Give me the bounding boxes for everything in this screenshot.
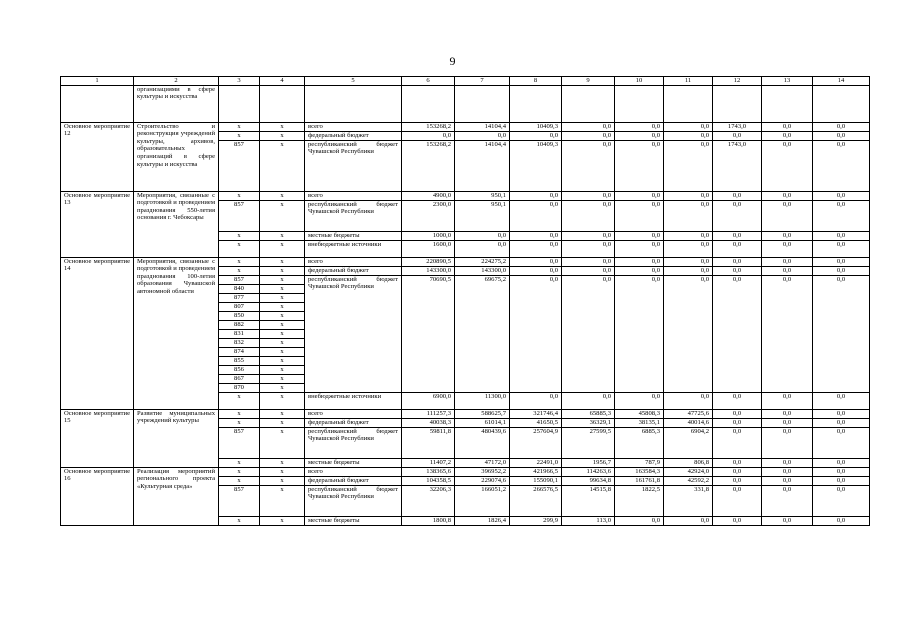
grbs-code: х [219, 392, 260, 409]
value-cell: 38135,1 [615, 418, 664, 427]
table-row [61, 191, 870, 200]
code-cell: х [260, 320, 305, 329]
value-cell: 229074,6 [455, 476, 510, 485]
event-label: Основное мероприятие 13 [61, 191, 134, 257]
value-cell: 0,0 [713, 200, 762, 231]
value-cell: 0,0 [562, 131, 615, 140]
value-cell: 1000,0 [402, 231, 455, 240]
value-cell: 0,0 [615, 131, 664, 140]
value-cell: 6904,2 [664, 427, 713, 458]
grbs-code: х [219, 418, 260, 427]
value-cell: 321746,4 [510, 409, 562, 418]
value-cell: 0,0 [762, 122, 813, 131]
value-cell: 4900,0 [402, 191, 455, 200]
value-cell: 11407,2 [402, 458, 455, 467]
value-cell: 0,0 [562, 266, 615, 275]
value-cell: 1956,7 [562, 458, 615, 467]
code-cell: х [260, 231, 305, 240]
funding-source: республиканский бюджет Чувашской Республики [305, 485, 402, 516]
column-number: 10 [615, 77, 664, 86]
grbs-code: х [219, 458, 260, 467]
value-cell: 0,0 [562, 231, 615, 240]
value-cell: 0,0 [813, 467, 870, 476]
value-cell: 0,0 [813, 485, 870, 516]
value-cell: 0,0 [562, 200, 615, 231]
value-cell: 1600,0 [402, 240, 455, 257]
value-cell: 0,0 [713, 257, 762, 266]
value-cell: 0,0 [713, 191, 762, 200]
value-cell: 2300,0 [402, 200, 455, 231]
grbs-code: 857 [219, 427, 260, 458]
grbs-code: 857 [219, 200, 260, 231]
value-cell: 0,0 [762, 240, 813, 257]
value-cell: 143300,0 [455, 266, 510, 275]
event-name: Мероприятия, связанные с подготовкой и проведением празднования 100-летия образования Чувашской автономной области [134, 257, 219, 409]
column-number: 2 [134, 77, 219, 86]
value-cell: 0,0 [713, 231, 762, 240]
value-cell: 0,0 [510, 131, 562, 140]
table-row [61, 122, 870, 131]
value-cell: 0,0 [664, 231, 713, 240]
code-cell: х [260, 257, 305, 266]
value-cell: 99634,8 [562, 476, 615, 485]
value-cell: 0,0 [510, 392, 562, 409]
value-cell: 1826,4 [455, 516, 510, 525]
funding-source: федеральный бюджет [305, 266, 402, 275]
value-cell: 104358,5 [402, 476, 455, 485]
value-cell: 0,0 [813, 191, 870, 200]
code-cell: х [260, 418, 305, 427]
value-cell: 0,0 [713, 131, 762, 140]
code-cell: х [260, 458, 305, 467]
code-cell: х [260, 302, 305, 311]
grbs-code: х [219, 476, 260, 485]
funding-source: республиканский бюджет Чувашской Республики [305, 140, 402, 191]
value-cell: 0,0 [813, 131, 870, 140]
value-cell: 163584,3 [615, 467, 664, 476]
code-cell: х [260, 485, 305, 516]
value-cell: 0,0 [813, 231, 870, 240]
empty-cell [615, 85, 664, 122]
grbs-code: 850 [219, 311, 260, 320]
grbs-code: х [219, 131, 260, 140]
value-cell: 0,0 [813, 200, 870, 231]
empty-cell [260, 85, 305, 122]
column-number: 1 [61, 77, 134, 86]
value-cell: 0,0 [713, 427, 762, 458]
value-cell: 0,0 [762, 392, 813, 409]
value-cell: 0,0 [762, 427, 813, 458]
empty-cell [402, 85, 455, 122]
empty-cell [562, 85, 615, 122]
value-cell: 257604,9 [510, 427, 562, 458]
code-cell: х [260, 200, 305, 231]
table-row [61, 467, 870, 476]
value-cell: 0,0 [813, 240, 870, 257]
value-cell: 0,0 [562, 191, 615, 200]
empty-cell [813, 85, 870, 122]
value-cell: 0,0 [813, 257, 870, 266]
value-cell: 0,0 [615, 275, 664, 392]
value-cell: 1800,8 [402, 516, 455, 525]
funding-source: всего [305, 122, 402, 131]
grbs-code: х [219, 409, 260, 418]
column-number: 9 [562, 77, 615, 86]
code-cell: х [260, 311, 305, 320]
column-number: 5 [305, 77, 402, 86]
value-cell: 480439,6 [455, 427, 510, 458]
grbs-code: 855 [219, 356, 260, 365]
value-cell: 0,0 [402, 131, 455, 140]
grbs-code: 870 [219, 383, 260, 392]
value-cell: 41650,5 [510, 418, 562, 427]
code-cell: х [260, 392, 305, 409]
grbs-code: 874 [219, 347, 260, 356]
column-number: 11 [664, 77, 713, 86]
code-cell: х [260, 284, 305, 293]
value-cell: 421966,5 [510, 467, 562, 476]
column-number: 7 [455, 77, 510, 86]
value-cell: 0,0 [762, 140, 813, 191]
value-cell: 299,9 [510, 516, 562, 525]
value-cell: 65885,3 [562, 409, 615, 418]
value-cell: 0,0 [615, 240, 664, 257]
column-number: 12 [713, 77, 762, 86]
grbs-code: 807 [219, 302, 260, 311]
value-cell: 0,0 [615, 140, 664, 191]
value-cell: 0,0 [762, 467, 813, 476]
value-cell: 11300,0 [455, 392, 510, 409]
value-cell: 0,0 [562, 240, 615, 257]
value-cell: 45808,3 [615, 409, 664, 418]
grbs-code: х [219, 240, 260, 257]
empty-cell [664, 85, 713, 122]
value-cell: 588625,7 [455, 409, 510, 418]
value-cell: 0,0 [813, 122, 870, 131]
value-cell: 0,0 [615, 231, 664, 240]
funding-source: внебюджетные источники [305, 240, 402, 257]
value-cell: 0,0 [664, 140, 713, 191]
code-cell: х [260, 383, 305, 392]
value-cell: 787,9 [615, 458, 664, 467]
grbs-code: 832 [219, 338, 260, 347]
code-cell: х [260, 329, 305, 338]
funding-source: всего [305, 191, 402, 200]
empty-cell [305, 85, 402, 122]
value-cell: 32206,3 [402, 485, 455, 516]
table-row [61, 409, 870, 418]
value-cell: 0,0 [762, 231, 813, 240]
value-cell: 224275,2 [455, 257, 510, 266]
event-label: Основное мероприятие 16 [61, 467, 134, 525]
budget-table [60, 76, 870, 526]
code-cell: х [260, 240, 305, 257]
value-cell: 14515,8 [562, 485, 615, 516]
value-cell: 0,0 [713, 240, 762, 257]
value-cell: 0,0 [762, 200, 813, 231]
grbs-code: 877 [219, 293, 260, 302]
value-cell: 42592,2 [664, 476, 713, 485]
value-cell: 0,0 [510, 240, 562, 257]
code-cell: х [260, 347, 305, 356]
value-cell: 0,0 [762, 257, 813, 266]
value-cell: 0,0 [455, 131, 510, 140]
value-cell: 806,8 [664, 458, 713, 467]
value-cell: 0,0 [713, 275, 762, 392]
funding-source: федеральный бюджет [305, 476, 402, 485]
grbs-code: х [219, 231, 260, 240]
value-cell: 0,0 [615, 516, 664, 525]
funding-source: всего [305, 467, 402, 476]
value-cell: 0,0 [713, 485, 762, 516]
value-cell: 0,0 [762, 476, 813, 485]
funding-source: местные бюджеты [305, 516, 402, 525]
value-cell: 950,1 [455, 200, 510, 231]
funding-source: федеральный бюджет [305, 418, 402, 427]
value-cell: 0,0 [562, 257, 615, 266]
code-cell: х [260, 293, 305, 302]
value-cell: 0,0 [510, 266, 562, 275]
value-cell: 331,8 [664, 485, 713, 516]
value-cell: 0,0 [562, 122, 615, 131]
column-number: 13 [762, 77, 813, 86]
value-cell: 40038,3 [402, 418, 455, 427]
value-cell: 220890,5 [402, 257, 455, 266]
grbs-code: 857 [219, 275, 260, 284]
funding-source: всего [305, 257, 402, 266]
value-cell: 0,0 [762, 409, 813, 418]
funding-source: федеральный бюджет [305, 131, 402, 140]
value-cell: 0,0 [664, 131, 713, 140]
grbs-code: 867 [219, 374, 260, 383]
event-name: Строительство и реконструкция учреждений культуры, архивов, образовательных организаций в сфере культуры и искусства [134, 122, 219, 191]
value-cell: 42924,0 [664, 467, 713, 476]
value-cell: 0,0 [562, 392, 615, 409]
value-cell: 10409,3 [510, 140, 562, 191]
code-cell: х [260, 338, 305, 347]
value-cell: 27599,5 [562, 427, 615, 458]
funding-source: местные бюджеты [305, 458, 402, 467]
value-cell: 138365,6 [402, 467, 455, 476]
value-cell: 0,0 [510, 257, 562, 266]
grbs-code: х [219, 257, 260, 266]
value-cell: 0,0 [664, 200, 713, 231]
grbs-code: 857 [219, 485, 260, 516]
value-cell: 396952,2 [455, 467, 510, 476]
column-number: 4 [260, 77, 305, 86]
code-cell: х [260, 365, 305, 374]
value-cell: 10409,3 [510, 122, 562, 131]
value-cell: 14104,4 [455, 140, 510, 191]
code-cell: х [260, 140, 305, 191]
value-cell: 0,0 [664, 122, 713, 131]
value-cell: 0,0 [762, 485, 813, 516]
grbs-code: 882 [219, 320, 260, 329]
value-cell: 0,0 [615, 257, 664, 266]
value-cell: 153268,2 [402, 122, 455, 131]
value-cell: 153268,2 [402, 140, 455, 191]
header-row [61, 77, 870, 86]
value-cell: 0,0 [762, 191, 813, 200]
event-name: Развитие муниципальных учреждений культуры [134, 409, 219, 467]
empty-cell [219, 85, 260, 122]
value-cell: 155090,1 [510, 476, 562, 485]
value-cell: 0,0 [713, 392, 762, 409]
value-cell: 47172,0 [455, 458, 510, 467]
funding-source: всего [305, 409, 402, 418]
value-cell: 36329,1 [562, 418, 615, 427]
value-cell: 59811,8 [402, 427, 455, 458]
value-cell: 0,0 [455, 231, 510, 240]
event-label: Основное мероприятие 14 [61, 257, 134, 409]
value-cell: 113,0 [562, 516, 615, 525]
value-cell: 0,0 [813, 392, 870, 409]
value-cell: 0,0 [713, 467, 762, 476]
code-cell: х [260, 275, 305, 284]
code-cell: х [260, 409, 305, 418]
value-cell: 166051,2 [455, 485, 510, 516]
code-cell: х [260, 374, 305, 383]
code-cell: х [260, 131, 305, 140]
column-number: 3 [219, 77, 260, 86]
code-cell: х [260, 191, 305, 200]
empty-cell [455, 85, 510, 122]
grbs-code: х [219, 191, 260, 200]
value-cell: 0,0 [762, 458, 813, 467]
value-cell: 0,0 [664, 240, 713, 257]
value-cell: 950,1 [455, 191, 510, 200]
value-cell: 0,0 [813, 275, 870, 392]
event-name: Реализация мероприятий регионального проекта «Культурная среда» [134, 467, 219, 525]
value-cell: 143300,0 [402, 266, 455, 275]
value-cell: 0,0 [562, 140, 615, 191]
value-cell: 0,0 [813, 458, 870, 467]
page-number: 9 [449, 54, 456, 68]
value-cell: 0,0 [713, 516, 762, 525]
code-cell: х [260, 516, 305, 525]
value-cell: 0,0 [510, 191, 562, 200]
column-number: 6 [402, 77, 455, 86]
value-cell: 0,0 [713, 476, 762, 485]
value-cell: 0,0 [762, 516, 813, 525]
value-cell: 0,0 [615, 392, 664, 409]
value-cell: 1743,0 [713, 122, 762, 131]
empty-cell [510, 85, 562, 122]
value-cell: 0,0 [664, 257, 713, 266]
value-cell: 0,0 [615, 122, 664, 131]
continuation-row [61, 85, 870, 122]
value-cell: 0,0 [813, 476, 870, 485]
code-cell: х [260, 467, 305, 476]
value-cell: 0,0 [455, 240, 510, 257]
empty-cell [713, 85, 762, 122]
event-name: Мероприятия, связанные с подготовкой и проведением празднования 550-летия основания г. Чебоксары [134, 191, 219, 257]
value-cell: 0,0 [562, 275, 615, 392]
value-cell: 0,0 [762, 266, 813, 275]
grbs-code: 840 [219, 284, 260, 293]
value-cell: 0,0 [510, 275, 562, 392]
value-cell: 70690,5 [402, 275, 455, 392]
value-cell: 0,0 [713, 458, 762, 467]
value-cell: 0,0 [510, 231, 562, 240]
value-cell: 0,0 [813, 409, 870, 418]
grbs-code: х [219, 122, 260, 131]
grbs-code: 831 [219, 329, 260, 338]
value-cell: 0,0 [664, 392, 713, 409]
value-cell: 0,0 [813, 516, 870, 525]
grbs-code: 857 [219, 140, 260, 191]
value-cell: 22491,0 [510, 458, 562, 467]
funding-source: республиканский бюджет Чувашской Республики [305, 427, 402, 458]
empty-cell [762, 85, 813, 122]
value-cell: 0,0 [664, 275, 713, 392]
value-cell: 0,0 [615, 200, 664, 231]
code-cell: х [260, 266, 305, 275]
funding-source: местные бюджеты [305, 231, 402, 240]
column-number: 8 [510, 77, 562, 86]
grbs-code: 856 [219, 365, 260, 374]
value-cell: 111257,3 [402, 409, 455, 418]
value-cell: 0,0 [813, 427, 870, 458]
grbs-code: х [219, 467, 260, 476]
value-cell: 0,0 [762, 418, 813, 427]
value-cell: 0,0 [813, 418, 870, 427]
column-number: 14 [813, 77, 870, 86]
value-cell: 0,0 [664, 191, 713, 200]
value-cell: 0,0 [615, 266, 664, 275]
value-cell: 47725,6 [664, 409, 713, 418]
code-cell: х [260, 356, 305, 365]
value-cell: 0,0 [664, 516, 713, 525]
value-cell: 6900,0 [402, 392, 455, 409]
code-cell: х [260, 427, 305, 458]
funding-source: республиканский бюджет Чувашской Республики [305, 200, 402, 231]
code-cell: х [260, 122, 305, 131]
table-row [61, 257, 870, 266]
grbs-code: х [219, 266, 260, 275]
value-cell: 1743,0 [713, 140, 762, 191]
value-cell: 0,0 [664, 266, 713, 275]
value-cell: 69675,2 [455, 275, 510, 392]
value-cell: 114263,6 [562, 467, 615, 476]
value-cell: 0,0 [762, 131, 813, 140]
value-cell: 1822,5 [615, 485, 664, 516]
value-cell: 0,0 [813, 140, 870, 191]
value-cell: 0,0 [615, 191, 664, 200]
value-cell: 0,0 [762, 275, 813, 392]
value-cell: 0,0 [713, 418, 762, 427]
value-cell: 0,0 [713, 409, 762, 418]
value-cell: 266576,5 [510, 485, 562, 516]
value-cell: 0,0 [510, 200, 562, 231]
event-name-cell: организациями в сфере культуры и искусства [134, 85, 219, 122]
value-cell: 40014,6 [664, 418, 713, 427]
code-cell: х [260, 476, 305, 485]
event-label: Основное мероприятие 15 [61, 409, 134, 467]
funding-source: внебюджетные источники [305, 392, 402, 409]
value-cell: 0,0 [813, 266, 870, 275]
grbs-code: х [219, 516, 260, 525]
event-label: Основное мероприятие 12 [61, 122, 134, 191]
value-cell: 6885,3 [615, 427, 664, 458]
value-cell: 161761,8 [615, 476, 664, 485]
event-cell [61, 85, 134, 122]
funding-source: республиканский бюджет Чувашской Республики [305, 275, 402, 392]
value-cell: 0,0 [713, 266, 762, 275]
value-cell: 61014,1 [455, 418, 510, 427]
value-cell: 14104,4 [455, 122, 510, 131]
